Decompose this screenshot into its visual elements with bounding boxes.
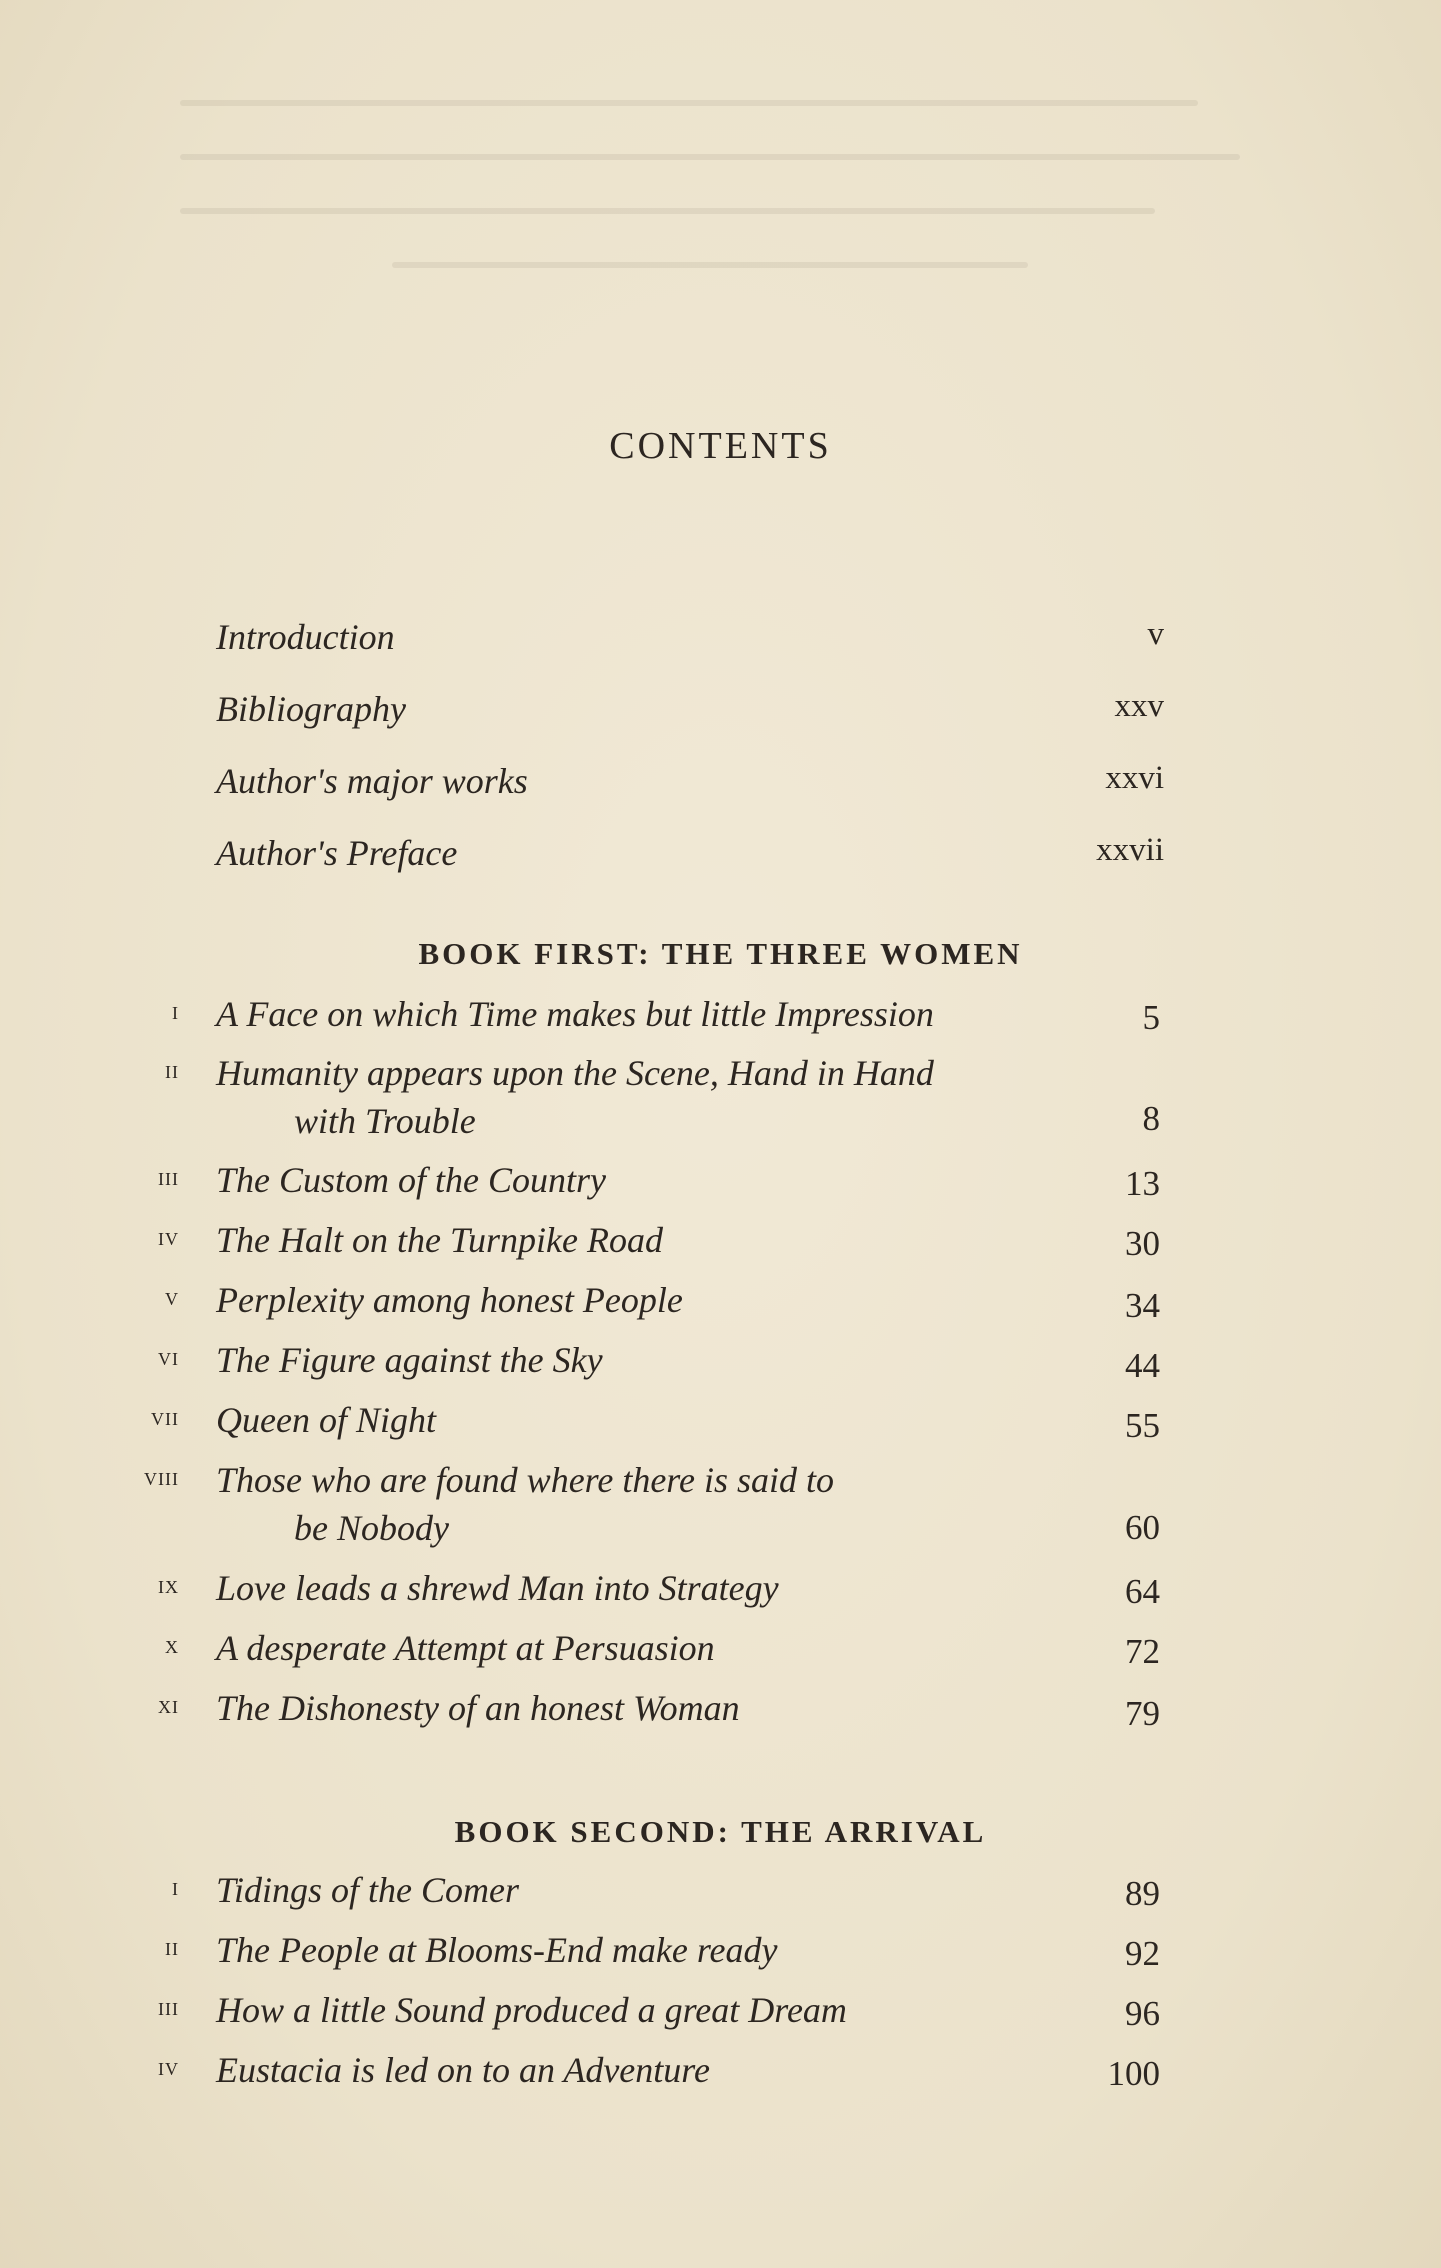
- entry-page: v: [1147, 616, 1164, 652]
- chapter-page: 100: [1107, 2054, 1160, 2093]
- entry-title: Author's Preface: [216, 833, 458, 873]
- chapter-number: i: [172, 1872, 179, 1901]
- chapter-number: ii: [165, 1055, 179, 1084]
- chapter-title-continued: with Trouble: [294, 1101, 476, 1141]
- chapter-title: Those who are found where there is said to: [216, 1460, 834, 1500]
- chapter-title: How a little Sound produced a great Dream: [216, 1990, 847, 2030]
- chapter-page: 89: [1125, 1874, 1160, 1913]
- entry-page: xxvii: [1096, 832, 1164, 868]
- chapter-page: 55: [1125, 1406, 1160, 1445]
- entry-page: xxvi: [1105, 760, 1164, 796]
- chapter-title: Tidings of the Comer: [216, 1870, 520, 1910]
- chapter-number: xi: [158, 1690, 179, 1719]
- entry-title: Introduction: [216, 617, 395, 657]
- chapter-number: v: [165, 1282, 179, 1311]
- page-title: CONTENTS: [609, 425, 832, 467]
- chapter-number: x: [165, 1630, 179, 1659]
- front-matter-major-works: [216, 760, 1164, 814]
- chapter-number: iv: [158, 1222, 179, 1251]
- chapter-page: 72: [1125, 1632, 1160, 1671]
- chapter-title: Humanity appears upon the Scene, Hand in Hand: [216, 1053, 934, 1093]
- book-first-heading: BOOK FIRST: THE THREE WOMEN: [418, 936, 1023, 971]
- chapter-title: The Custom of the Country: [216, 1160, 607, 1200]
- chapter-number: vii: [151, 1402, 179, 1431]
- chapter-page: 92: [1125, 1934, 1160, 1973]
- entry-page: xxv: [1114, 688, 1164, 724]
- show-through-text: [180, 100, 1240, 320]
- front-matter-introduction: [216, 616, 1164, 670]
- chapter-title: Perplexity among honest People: [216, 1280, 683, 1320]
- chapter-title: The Dishonesty of an honest Woman: [216, 1688, 740, 1728]
- entry-title: Author's major works: [216, 761, 528, 801]
- chapter-page: 44: [1125, 1346, 1160, 1385]
- chapter-number: viii: [144, 1462, 179, 1491]
- chapter-title: A Face on which Time makes but little Impression: [216, 994, 934, 1034]
- chapter-number: iii: [158, 1992, 179, 2021]
- chapter-number: vi: [158, 1342, 179, 1371]
- chapter-title: Love leads a shrewd Man into Strategy: [216, 1568, 779, 1608]
- chapter-page: 96: [1125, 1994, 1160, 2033]
- chapter-page: 8: [1142, 1099, 1160, 1138]
- chapter-title: Queen of Night: [216, 1400, 436, 1440]
- front-matter-bibliography: [216, 688, 1164, 742]
- chapter-title: The Halt on the Turnpike Road: [216, 1220, 663, 1260]
- chapter-page: 79: [1125, 1694, 1160, 1733]
- chapter-title: Eustacia is led on to an Adventure: [216, 2050, 710, 2090]
- chapter-number: i: [172, 996, 179, 1025]
- chapter-title: A desperate Attempt at Persuasion: [216, 1628, 715, 1668]
- chapter-page: 30: [1125, 1224, 1160, 1263]
- chapter-page: 64: [1125, 1572, 1160, 1611]
- entry-title: Bibliography: [216, 689, 406, 729]
- front-matter-preface: [216, 832, 1164, 886]
- chapter-page: 13: [1125, 1164, 1160, 1203]
- chapter-page: 5: [1142, 998, 1160, 1037]
- chapter-number: ix: [158, 1570, 179, 1599]
- chapter-title: The People at Blooms-End make ready: [216, 1930, 778, 1970]
- chapter-title-continued: be Nobody: [294, 1508, 449, 1548]
- chapter-number: iv: [158, 2052, 179, 2081]
- book-second-heading: BOOK SECOND: THE ARRIVAL: [454, 1814, 987, 1849]
- chapter-number: iii: [158, 1162, 179, 1191]
- chapter-page: 34: [1125, 1286, 1160, 1325]
- chapter-number: ii: [165, 1932, 179, 1961]
- chapter-page: 60: [1125, 1508, 1160, 1547]
- chapter-title: The Figure against the Sky: [216, 1340, 603, 1380]
